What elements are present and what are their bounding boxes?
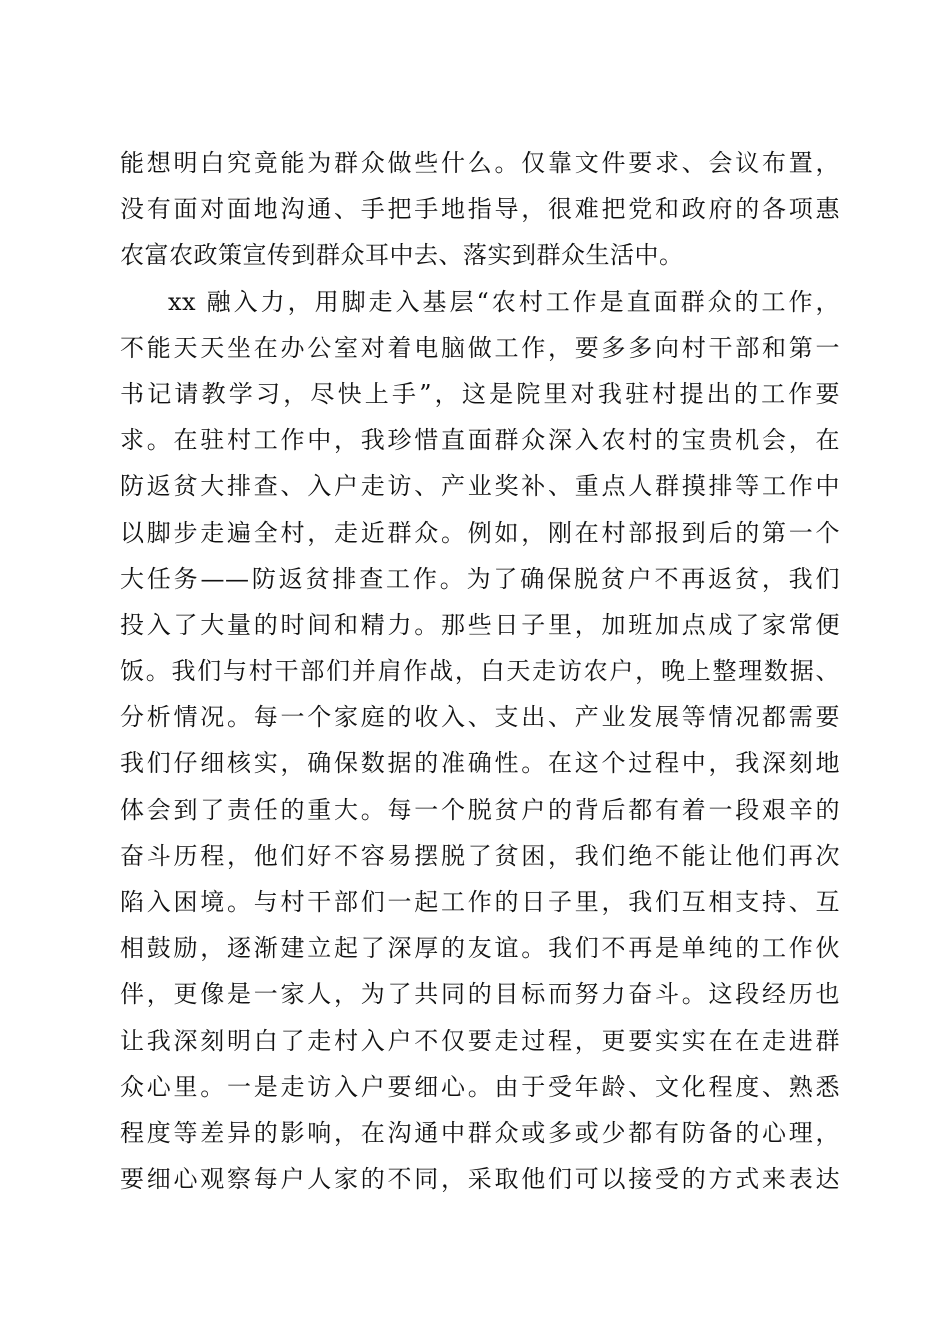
text-line: 伴，更像是一家人，为了共同的目标而努力奋斗。这段经历也 — [120, 980, 840, 1009]
text-line: 分析情况。每一个家庭的收入、支出、产业发展等情况都需要 — [120, 703, 840, 732]
text-line: 以脚步走遍全村，走近群众。例如，刚在村部报到后的第一个 — [120, 518, 840, 547]
text-line: 没有面对面地沟通、手把手地指导，很难把党和政府的各项惠 — [120, 195, 840, 224]
text-line: 我们仔细核实，确保数据的准确性。在这个过程中，我深刻地 — [120, 749, 840, 778]
paragraph-first-line: xx 融入力，用脚走入基层“农村工作是直面群众的工作， — [168, 287, 840, 316]
text-line: 饭。我们与村干部们并肩作战，白天走访农户，晚上整理数据、 — [120, 657, 840, 686]
text-line: 求。在驻村工作中，我珍惜直面群众深入农村的宝贵机会，在 — [120, 426, 840, 455]
text-line: 投入了大量的时间和精力。那些日子里，加班加点成了家常便 — [120, 610, 840, 639]
text-line: 不能天天坐在办公室对着电脑做工作，要多多向村干部和第一 — [120, 333, 840, 362]
text-line: 相鼓励，逐渐建立起了深厚的友谊。我们不再是单纯的工作伙 — [120, 934, 840, 963]
text-line: 众心里。一是走访入户要细心。由于受年龄、文化程度、熟悉 — [120, 1072, 840, 1101]
text-line: 程度等差异的影响，在沟通中群众或多或少都有防备的心理， — [120, 1118, 840, 1147]
body-text — [120, 140, 840, 1202]
text-line: 让我深刻明白了走村入户不仅要走过程，更要实实在在走进群 — [120, 1026, 840, 1055]
text-line: 陷入困境。与村干部们一起工作的日子里，我们互相支持、互 — [120, 888, 840, 916]
text-line: 大任务——防返贫排查工作。为了确保脱贫户不再返贫，我们 — [120, 564, 840, 593]
text-line: 体会到了责任的重大。每一个脱贫户的背后都有着一段艰辛的 — [120, 795, 840, 824]
text-line: 奋斗历程，他们好不容易摆脱了贫困，我们绝不能让他们再次 — [120, 841, 840, 870]
text-line: 要细心观察每户人家的不同，采取他们可以接受的方式来表达 — [120, 1165, 840, 1194]
text-line: 农富农政策宣传到群众耳中去、落实到群众生活中。 — [120, 241, 684, 270]
text-line: 书记请教学习，尽快上手”，这是院里对我驻村提出的工作要 — [120, 379, 840, 408]
text-line: 能想明白究竟能为群众做些什么。仅靠文件要求、会议布置， — [120, 149, 840, 177]
text-line: 防返贫大排查、入户走访、产业奖补、重点人群摸排等工作中 — [120, 472, 840, 501]
